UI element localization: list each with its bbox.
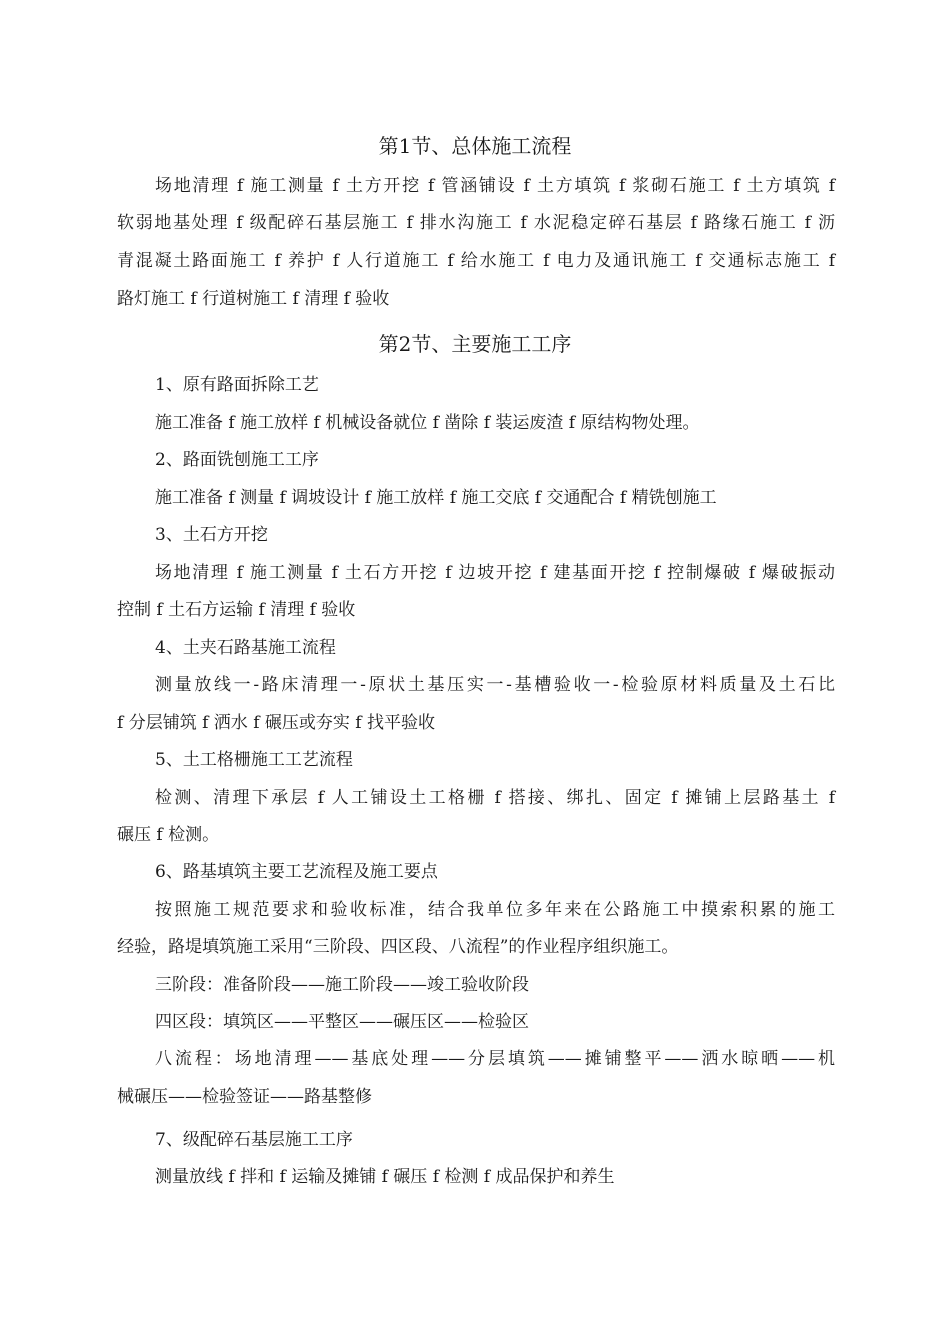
item-3-line-1: 场地清理 f 施工测量 f 土石方开挖 f 边坡开挖 f 建基面开挖 f 控制爆破 f 爆破振动 bbox=[155, 563, 835, 583]
item-2-title: 2、路面铣刨施工工序 bbox=[155, 450, 319, 470]
section-2-heading: 第2节、主要施工工序 bbox=[378, 332, 572, 356]
item-4-line-2: f 分层铺筑 f 洒水 f 碾压或夯实 f 找平验收 bbox=[117, 713, 435, 733]
item-7-title: 7、级配碎石基层施工工序 bbox=[155, 1130, 353, 1150]
item-5-title: 5、土工格栅施工工艺流程 bbox=[155, 750, 353, 770]
section-1-line-4: 路灯施工 f 行道树施工 f 清理 f 验收 bbox=[117, 289, 390, 309]
item-4-title: 4、土夹石路基施工流程 bbox=[155, 638, 336, 658]
item-6-line-2: 经验，路堤填筑施工采用“三阶段、四区段、八流程”的作业程序组织施工。 bbox=[117, 937, 679, 957]
section-1-heading: 第1节、总体施工流程 bbox=[378, 134, 572, 158]
item-5-line-1: 检测、清理下承层 f 人工铺设土工格栅 f 搭接、绑扎、固定 f 摊铺上层路基土 f bbox=[155, 788, 835, 808]
section-1-line-2: 软弱地基处理 f 级配碎石基层施工 f 排水沟施工 f 水泥稳定碎石基层 f 路缘石施工 f 沥 bbox=[117, 213, 835, 233]
item-7-line-1: 测量放线 f 拌和 f 运输及摊铺 f 碾压 f 检测 f 成品保护和养生 bbox=[155, 1167, 615, 1187]
item-3-line-2: 控制 f 土石方运输 f 清理 f 验收 bbox=[117, 600, 356, 620]
stages-line: 三阶段：准备阶段——施工阶段——竣工验收阶段 bbox=[155, 975, 529, 995]
item-3-title: 3、土石方开挖 bbox=[155, 525, 268, 545]
item-2-line-1: 施工准备 f 测量 f 调坡设计 f 施工放样 f 施工交底 f 交通配合 f 精铣刨施工 bbox=[155, 488, 717, 508]
item-6-line-1: 按照施工规范要求和验收标准，结合我单位多年来在公路施工中摸索积累的施工 bbox=[155, 900, 835, 920]
section-1-line-3: 青混凝土路面施工 f 养护 f 人行道施工 f 给水施工 f 电力及通讯施工 f 交通标志施工 f bbox=[117, 251, 835, 271]
processes-line-2: 械碾压——检验签证——路基整修 bbox=[117, 1087, 372, 1107]
zones-line: 四区段：填筑区——平整区——碾压区——检验区 bbox=[155, 1012, 529, 1032]
item-1-line-1: 施工准备 f 施工放样 f 机械设备就位 f 凿除 f 装运废渣 f 原结构物处理。 bbox=[155, 413, 700, 433]
item-5-line-2: 碾压 f 检测。 bbox=[117, 825, 220, 845]
section-1-line-1: 场地清理 f 施工测量 f 土方开挖 f 管涵铺设 f 土方填筑 f 浆砌石施工 f 土方填筑 f bbox=[155, 176, 835, 196]
item-6-title: 6、路基填筑主要工艺流程及施工要点 bbox=[155, 862, 438, 882]
processes-line-1: 八流程：场地清理——基底处理——分层填筑——摊铺整平——洒水晾晒——机 bbox=[155, 1049, 835, 1069]
item-4-line-1: 测量放线一-路床清理一-原状土基压实一-基槽验收一-检验原材料质量及土石比 bbox=[155, 675, 835, 695]
item-1-title: 1、原有路面拆除工艺 bbox=[155, 375, 319, 395]
